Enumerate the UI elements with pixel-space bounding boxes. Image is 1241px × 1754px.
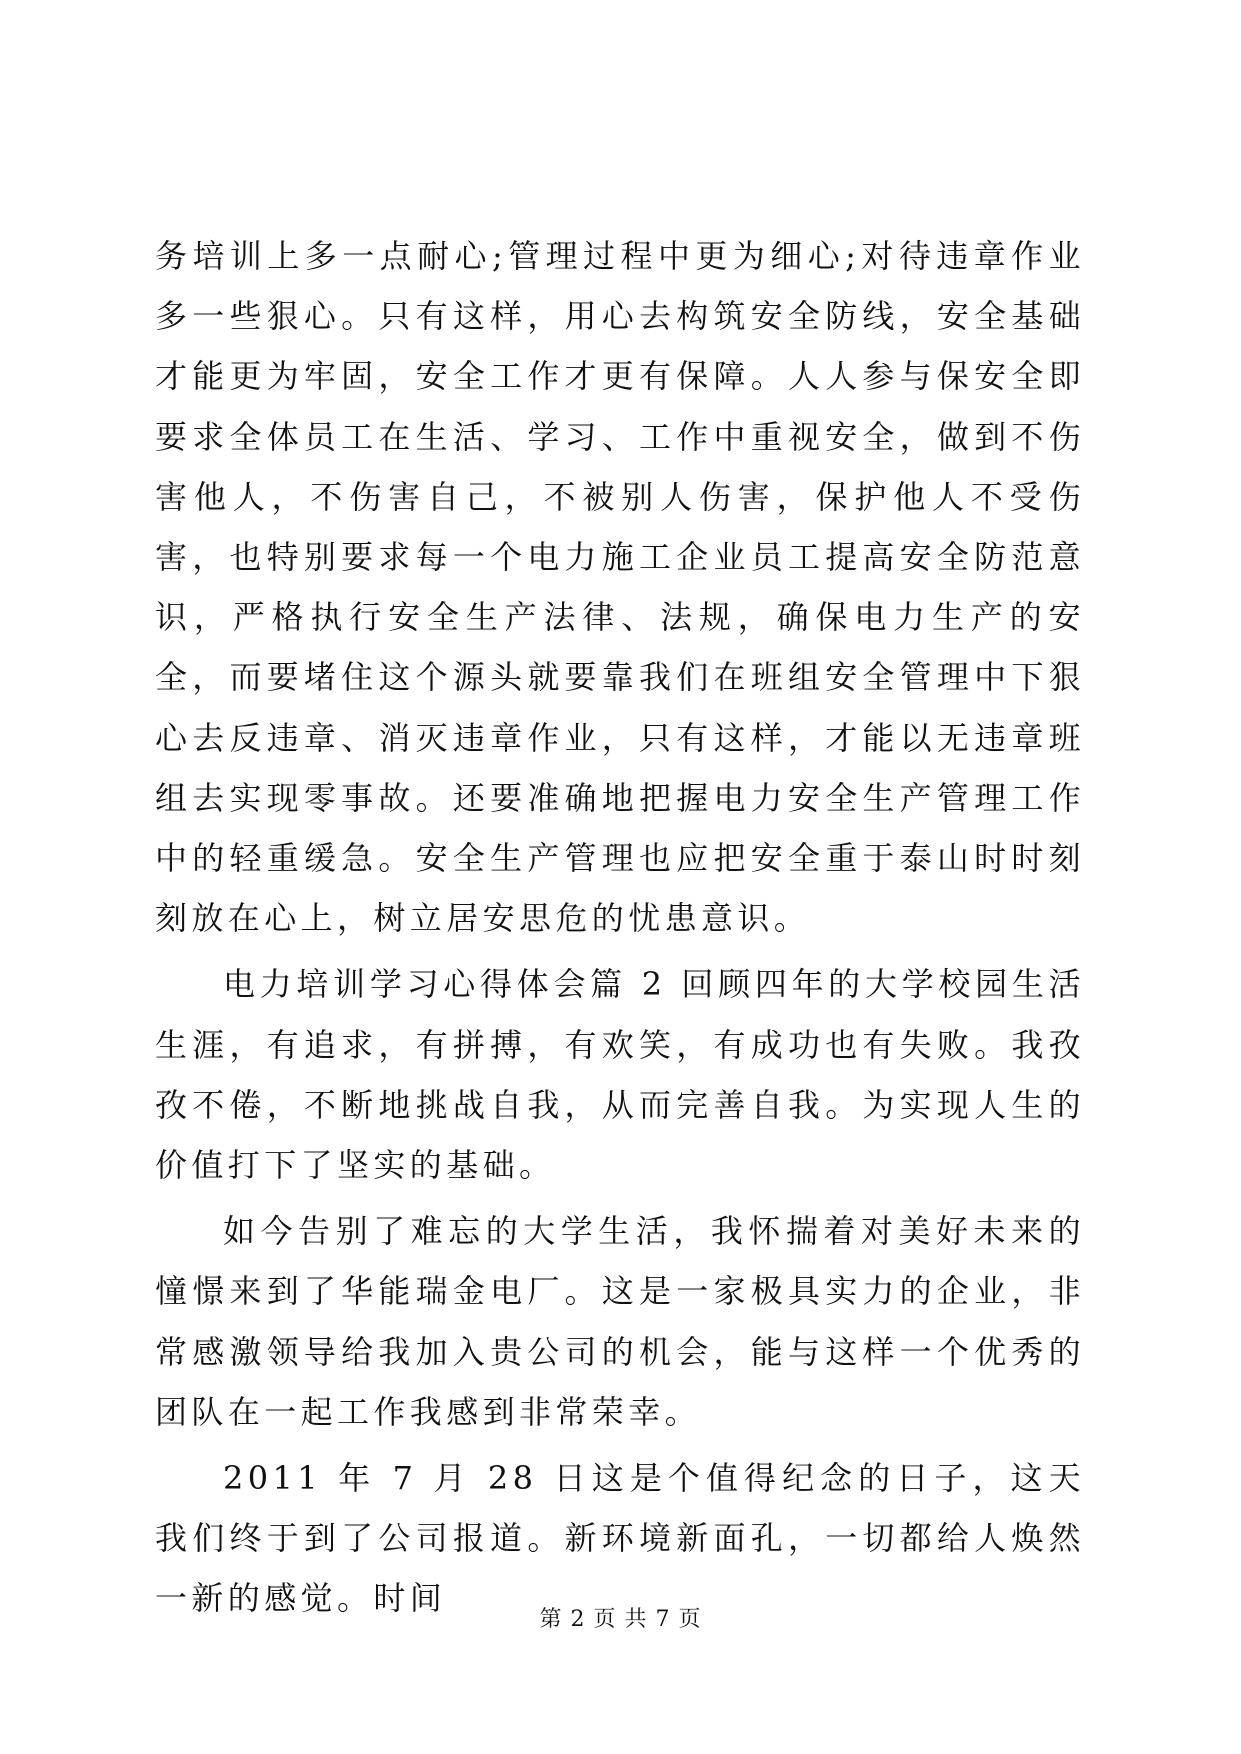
paragraph-joining-company: 如今告别了难忘的大学生活，我怀揣着对美好未来的憧憬来到了华能瑞金电厂。这是一家极具实力的企业，非常感激领导给我加入贵公司的机会，能与这样一个优秀的团队在一起工作我感到非常荣幸。 — [155, 1212, 1085, 1431]
document-body — [155, 226, 1085, 1629]
paragraph-report-date: 2011 年 7 月 28 日这是个值得纪念的日子，这天我们终于到了公司报道。新环境新面孔，一切都给人焕然一新的感觉。时间 — [155, 1459, 1085, 1618]
page-number-footer: 第 2 页 共 7 页 — [539, 1607, 702, 1632]
paragraph-reflection-title: 电力培训学习心得体会篇 2 回顾四年的大学校园生活生涯，有追求，有拼搏，有欢笑，有成功也有失败。我孜孜不倦，不断地挑战自我，从而完善自我。为实现人生的价值打下了坚实的基础。 — [155, 965, 1085, 1185]
paragraph-continuation: 务培训上多一点耐心;管理过程中更为细心;对待违章作业多一些狠心。只有这样，用心去构筑安全防线，安全基础才能更为牢固，安全工作才更有保障。人人参与保安全即要求全体员工在生活、学习、工作中重视安全，做到不伤害他人，不伤害自己，不被别人伤害，保护他人不受伤害，也特别要求每一个电力施工企业员工提高安全防范意识，严格执行安全生产法律、法规，确保电力生产的安全，而要堵住这个源头就要靠我们在班组安全管理中下狠心去反违章、消灭违章作业，只有这样，才能以无违章班组去实现零事故。还要准确地把握电力安全生产管理工作中的轻重缓急。安全生产管理也应把安全重于泰山时时刻刻放在心上，树立居安思危的忧患意识。 — [155, 237, 1085, 938]
